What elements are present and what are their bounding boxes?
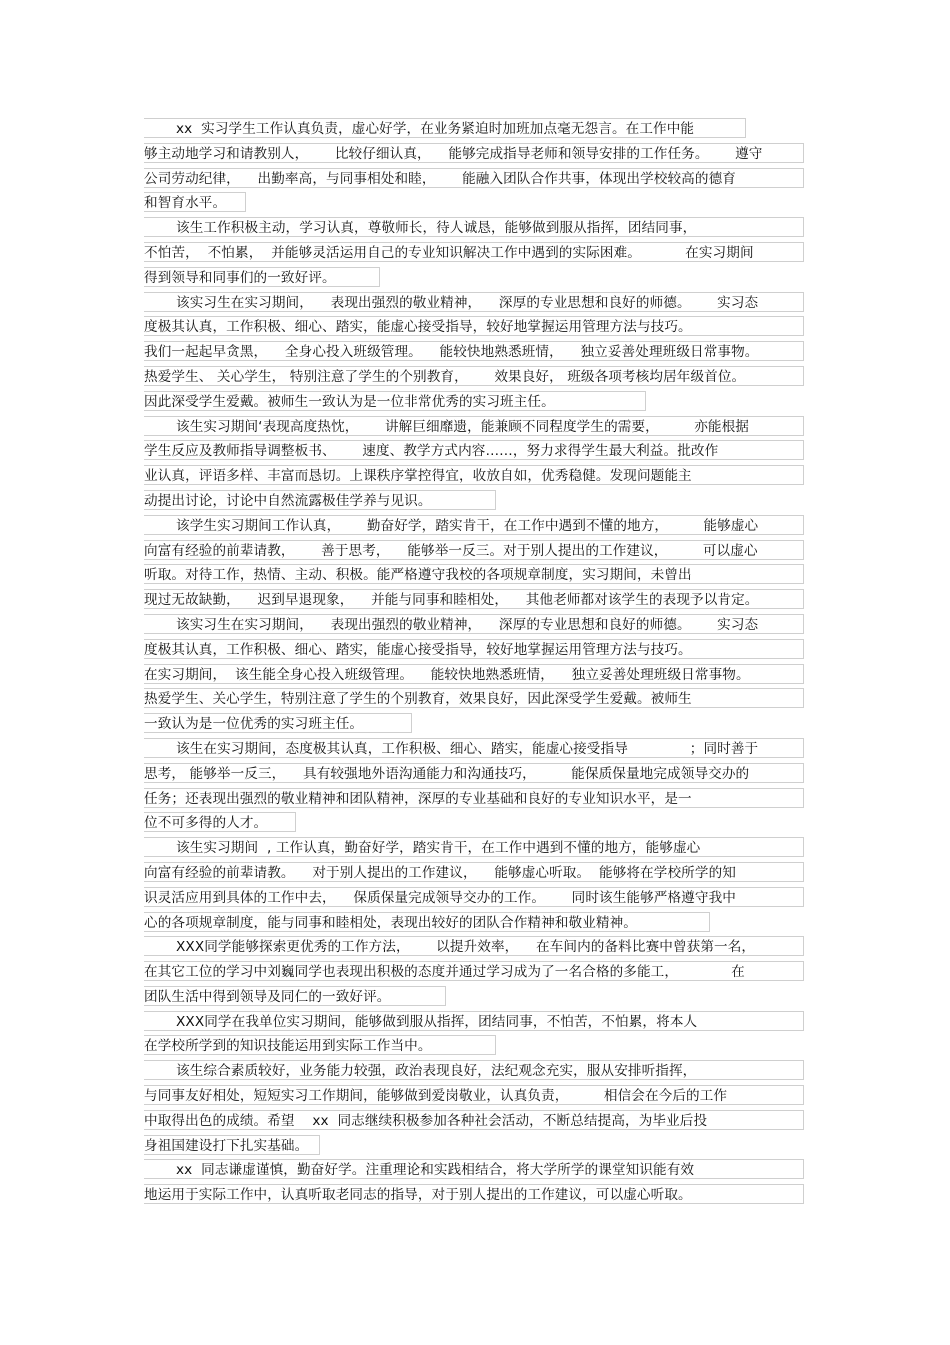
line-text: 热爱学生、关心学生，特别注意了学生的个别教育，效果良好，因此深受学生爱戴。被师生	[144, 691, 692, 708]
text-line	[0, 835, 950, 860]
line-text: 识灵活应用到具体的工作中去， 保质保量完成领导交办的工作。 同时该生能够严格遵守我中	[144, 889, 736, 906]
line-text: 够主动地学习和请教别人， 比较仔细认真， 能够完成指导老师和领导安排的工作任务。 遵守	[144, 145, 763, 162]
line-text: 公司劳动纪律， 出勤率高，与同事相处和睦， 能融入团队合作共事，体现出学校较高的德育	[144, 170, 736, 187]
text-line	[0, 1058, 950, 1083]
text-line	[0, 314, 950, 339]
line-text: XXX同学能够探索更优秀的工作方法， 以提升效率， 在车间内的备料比赛中曾获第一名，	[176, 939, 756, 956]
line-text: 在学校所学到的知识技能运用到实际工作当中。	[144, 1038, 432, 1055]
text-line	[0, 364, 950, 389]
line-text: 位不可多得的人才。	[144, 815, 268, 832]
line-text: 学生反应及教师指导调整板书、 速度、教学方式内容……，努力求得学生最大利益。批改作	[144, 443, 719, 460]
line-text: 任务；还表现出强烈的敬业精神和团队精神，深厚的专业基础和良好的专业知识水平，是一	[144, 790, 692, 807]
line-text: 团队生活中得到领导及同仁的一致好评。	[144, 988, 391, 1005]
text-line	[0, 736, 950, 761]
text-line	[0, 538, 950, 563]
line-text: 该学生实习期间工作认真， 勤奋好学，踏实肯干，在工作中遇到不懂的地方， 能够虚心	[176, 517, 759, 534]
text-line	[0, 786, 950, 811]
text-line	[0, 761, 950, 786]
line-text: 与同事友好相处，短短实习工作期间，能够做到爱岗敬业，认真负责， 相信会在今后的工作	[144, 1088, 728, 1105]
text-line	[0, 959, 950, 984]
line-text: 该生工作积极主动，学习认真，尊敬师长，待人诚恳，能够做到服从指挥，团结同事，	[176, 220, 697, 237]
text-line	[0, 141, 950, 166]
line-text: 思考， 能够举一反三， 具有较强地外语沟通能力和沟通技巧， 能保质保量地完成领导交办的	[144, 765, 750, 782]
line-text: 一致认为是一位优秀的实习班主任。	[144, 716, 364, 733]
text-line	[0, 686, 950, 711]
text-line	[0, 934, 950, 959]
line-text: 该实习生在实习期间， 表现出强烈的敬业精神， 深厚的专业思想和良好的师德。 实习态	[176, 294, 759, 311]
text-line	[0, 215, 950, 240]
line-text: 在其它工位的学习中刘巍同学也表现出积极的态度并通过学习成为了一名合格的多能工， 在	[144, 964, 745, 981]
line-text: 向富有经验的前辈请教。 对于别人提出的工作建议， 能够虚心听取。 能够将在学校所学的知	[144, 864, 736, 881]
line-text: 该生在实习期间，态度极其认真，工作积极、细心、踏实，能虚心接受指导 ；同时善于	[176, 740, 759, 757]
line-text: 听取。对待工作，热情、主动、积极。能严格遵守我校的各项规章制度，实习期间，未曾出	[144, 567, 692, 584]
line-text: 度极其认真，工作积极、细心、踏实，能虚心接受指导，较好地掌握运用管理方法与技巧。	[144, 641, 692, 658]
line-text: 不怕苦， 不怕累， 并能够灵活运用自己的专业知识解决工作中遇到的实际困难。 在实习期间	[144, 244, 754, 261]
line-text: 我们一起起早贪黑， 全身心投入班级管理。 能较快地熟悉班情， 独立妥善处理班级日常事物。	[144, 344, 759, 361]
line-text: 地运用于实际工作中，认真听取老同志的指导，对于别人提出的工作建议，可以虚心听取。	[144, 1187, 692, 1204]
text-line	[0, 1009, 950, 1034]
text-line	[0, 116, 950, 141]
line-text: 度极其认真，工作积极、细心、踏实，能虚心接受指导，较好地掌握运用管理方法与技巧。	[144, 319, 692, 336]
line-text: 动提出讨论，讨论中自然流露极佳学养与见识。	[144, 492, 432, 509]
text-line	[0, 860, 950, 885]
text-line	[0, 1108, 950, 1133]
text-line	[0, 1182, 950, 1207]
text-line	[0, 637, 950, 662]
line-text: 得到领导和同事们的一致好评。	[144, 269, 336, 286]
line-text: 该生实习期间‘表现高度热忱， 讲解巨细靡遗，能兼顾不同程度学生的需要， 亦能根据	[176, 418, 749, 435]
text-line	[0, 885, 950, 910]
text-line	[0, 265, 950, 290]
line-text: 心的各项规章制度，能与同事和睦相处，表现出较好的团队合作精神和敬业精神。	[144, 914, 637, 931]
text-line	[0, 612, 950, 637]
text-line	[0, 1083, 950, 1108]
line-text: 热爱学生、 关心学生， 特别注意了学生的个别教育， 效果良好， 班级各项考核均居年级首位。	[144, 368, 746, 385]
line-text: xx 实习学生工作认真负责，虚心好学，在业务紧迫时加班加点毫无怨言。在工作中能	[176, 121, 695, 137]
text-line	[0, 1033, 950, 1058]
text-line	[0, 662, 950, 687]
text-line	[0, 190, 950, 215]
line-text: 该实习生在实习期间， 表现出强烈的敬业精神， 深厚的专业思想和良好的师德。 实习态	[176, 616, 759, 633]
document-body	[0, 116, 950, 1207]
line-text: 向富有经验的前辈请教， 善于思考， 能够举一反三。对于别人提出的工作建议， 可以虚心	[144, 542, 758, 559]
line-text: 在实习期间， 该生能全身心投入班级管理。 能较快地熟悉班情， 独立妥善处理班级日常事物。	[144, 666, 750, 683]
line-text: 该生综合素质较好，业务能力较强，政治表现良好，法纪观念充实，服从安排听指挥，	[176, 1063, 697, 1080]
text-line	[0, 290, 950, 315]
text-line	[0, 389, 950, 414]
text-line	[0, 438, 950, 463]
text-line	[0, 587, 950, 612]
text-line	[0, 240, 950, 265]
line-text: 中取得出色的成绩。希望 xx 同志继续积极参加各种社会活动，不断总结提高，为毕业后投	[144, 1112, 708, 1129]
text-line	[0, 488, 950, 513]
text-line	[0, 810, 950, 835]
text-line	[0, 463, 950, 488]
text-line	[0, 513, 950, 538]
text-line	[0, 562, 950, 587]
line-text: 业认真，评语多样、丰富而恳切。上课秩序掌控得宜，收放自如，优秀稳健。发现问题能主	[144, 468, 692, 485]
text-line	[0, 166, 950, 191]
line-text: 因此深受学生爱戴。被师生一致认为是一位非常优秀的实习班主任。	[144, 393, 555, 410]
line-text: 身祖国建设打下扎实基础。	[144, 1137, 309, 1154]
line-text: 和智育水平。	[144, 195, 227, 212]
text-line	[0, 414, 950, 439]
line-text: xx 同志谦虚谨慎，勤奋好学。注重理论和实践相结合，将大学所学的课堂知识能有效	[176, 1162, 695, 1179]
text-line	[0, 1133, 950, 1158]
line-text: 现过无故缺勤， 迟到早退现象， 并能与同事和睦相处， 其他老师都对该学生的表现予以肯定。	[144, 592, 759, 609]
text-line	[0, 339, 950, 364]
line-text: 该生实习期间 , 工作认真，勤奋好学，踏实肯干，在工作中遇到不懂的地方，能够虚心	[176, 840, 701, 857]
text-line	[0, 984, 950, 1009]
text-line	[0, 711, 950, 736]
line-text: XXX同学在我单位实习期间，能够做到服从指挥，团结同事，不怕苦，不怕累，将本人	[176, 1013, 698, 1030]
text-line	[0, 910, 950, 935]
text-line	[0, 1157, 950, 1182]
